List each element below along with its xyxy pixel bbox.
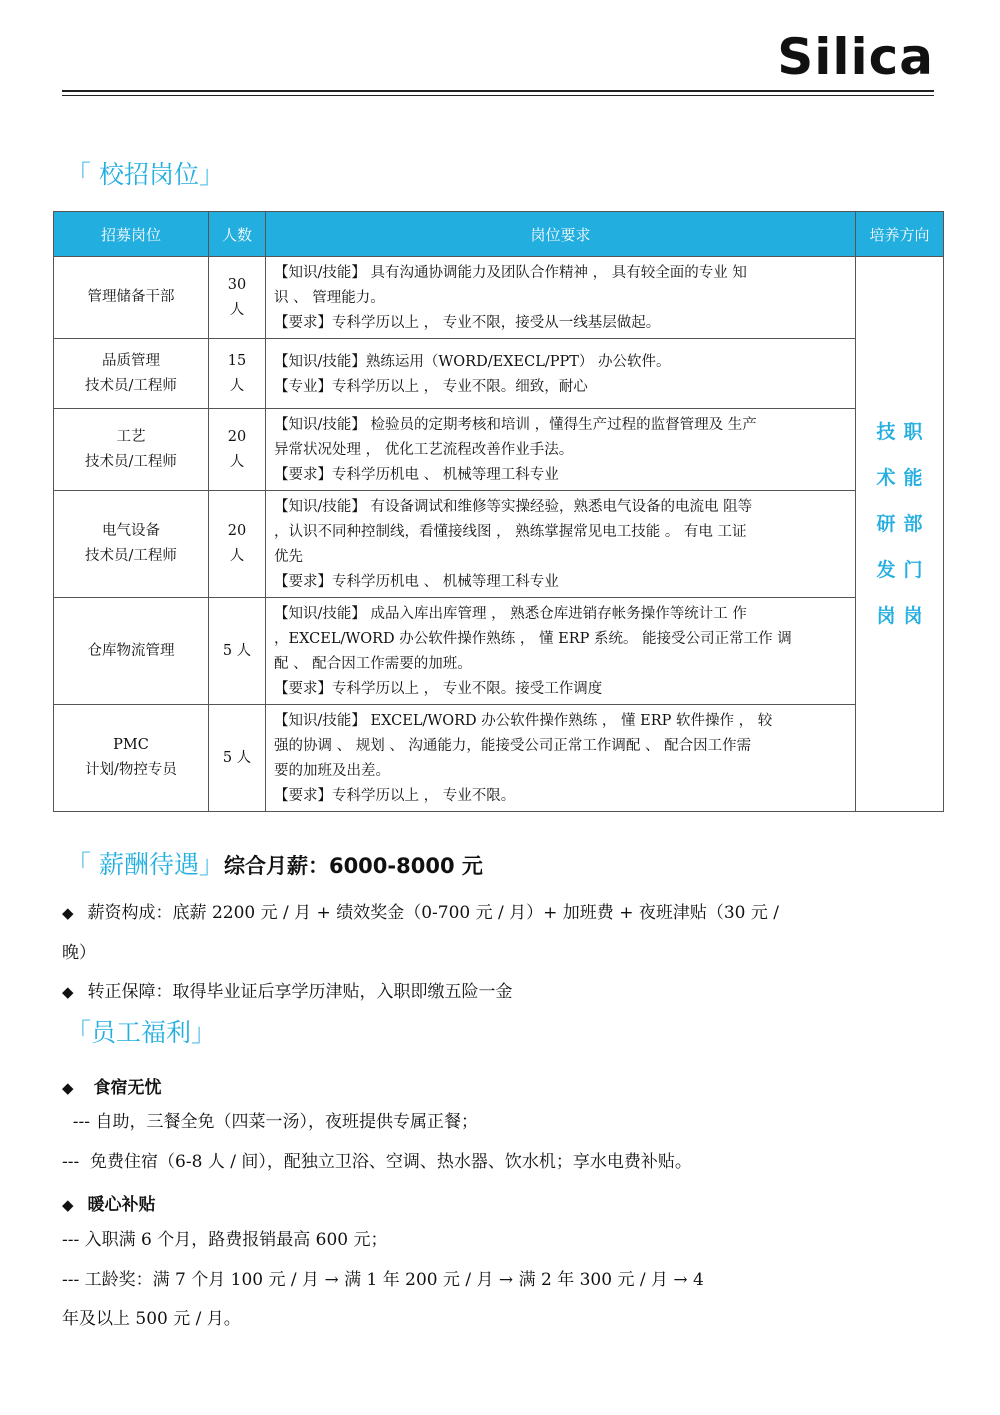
benefit-subsidy-line-1: --- 入职满 6 个月，路费报销最高 600 元； [62, 1230, 388, 1250]
position-name: 仓库物流管理 [87, 642, 175, 659]
benefit-subsidy-line-2: --- 工龄奖：满 7 个月 100 元 / 月 → 满 1 年 200 元 / 月 → 满 2 年 300 元 / 月 → 4 [62, 1270, 704, 1290]
table-row [54, 257, 944, 339]
direction-char: 职 [903, 421, 923, 443]
header-requirements: 岗位要求 [266, 212, 856, 257]
salary-title: 「 薪酬待遇」 [66, 850, 224, 879]
table-row [54, 339, 944, 409]
company-logo: Silica [777, 28, 934, 86]
jobs-table [53, 211, 944, 812]
requirements-cell [266, 491, 856, 598]
position-cell [54, 705, 209, 812]
requirements-cell [266, 705, 856, 812]
header-count: 人数 [209, 212, 266, 257]
position-name: 工艺 [116, 428, 146, 445]
diamond-bullet-icon: ◆ [62, 904, 74, 922]
requirements-cell [266, 598, 856, 705]
benefit-food-title: 食宿无忧 [93, 1078, 162, 1098]
direction-char: 岗 [903, 605, 923, 627]
benefit-heading-food [62, 1073, 162, 1098]
position-name: 管理储备干部 [87, 289, 175, 305]
requirement-line: 【要求】专科学历机电 、 机械等理工科专业 [274, 574, 559, 590]
headcount: 30 [227, 276, 247, 293]
requirement-line: 【知识/技能】 EXCEL/WORD 办公软件操作熟练 ， 懂 ERP 软件操作 ， 较 [274, 713, 773, 729]
benefit-heading-subsidy [62, 1190, 156, 1215]
position-subtitle: 技术员/工程师 [85, 453, 177, 470]
headcount-unit: 人 [229, 548, 245, 564]
benefit-subsidy-line-3: 年及以上 500 元 / 月。 [62, 1309, 241, 1329]
table-row [54, 491, 944, 598]
requirement-line: 优先 [274, 549, 303, 565]
requirement-line: ，EXCEL/WORD 办公软件操作熟练 ， 懂 ERP 系统。 能接受公司正常工作 调 [274, 631, 792, 647]
header-position: 招募岗位 [54, 212, 209, 257]
benefit-food-line-2: --- 免费住宿（6-8 人 / 间），配独立卫浴、空调、热水器、饮水机；享水电费补贴。 [62, 1152, 692, 1172]
count-cell [209, 598, 266, 705]
count-cell [209, 491, 266, 598]
headcount: 5 人 [222, 642, 252, 659]
benefit-subsidy-title: 暖心补贴 [87, 1195, 156, 1215]
requirement-line: 【专业】专科学历以上 ， 专业不限。细致，耐心 [274, 378, 588, 395]
headcount: 15 [227, 352, 247, 369]
requirements-cell [266, 409, 856, 491]
position-cell [54, 257, 209, 339]
monthly-salary: 综合月薪：6000-8000 元 [223, 854, 483, 878]
position-name: 品质管理 [102, 352, 160, 369]
requirement-line: 识 、 管理能力。 [274, 290, 385, 306]
count-cell [209, 705, 266, 812]
position-subtitle: 计划/物控专员 [85, 762, 177, 778]
direction-char: 术 [876, 467, 896, 489]
position-cell [54, 598, 209, 705]
salary-line-1b: 晚） [62, 943, 96, 963]
requirement-line: 强的协调 、 规划 、 沟通能力，能接受公司正常工作调配 、 配合因工作需 [274, 738, 752, 754]
headcount: 5 人 [222, 749, 252, 766]
requirement-line: 【知识/技能】熟练运用（WORD/EXECL/PPT） 办公软件。 [274, 353, 671, 370]
count-cell [209, 257, 266, 339]
section-title-salary [66, 850, 483, 880]
direction-char: 研 [876, 513, 896, 535]
direction-column [904, 409, 923, 639]
position-subtitle: 技术员/工程师 [85, 377, 177, 394]
requirements-cell [266, 339, 856, 409]
position-name: 电气设备 [102, 523, 160, 539]
requirements-cell [266, 257, 856, 339]
direction-column [876, 409, 895, 639]
position-cell [54, 409, 209, 491]
requirement-line: 【要求】专科学历以上 ， 专业不限。 [274, 788, 516, 804]
position-subtitle: 技术员/工程师 [85, 548, 177, 564]
requirement-line: 【要求】专科学历以上 ， 专业不限，接受从一线基层做起。 [274, 315, 661, 331]
requirement-line: 【知识/技能】 有设备调试和维修等实操经验，熟悉电气设备的电流电 阻等 [274, 499, 753, 515]
requirement-line: 【要求】专科学历机电 、 机械等理工科专业 [274, 467, 559, 483]
header-rule-thin [62, 95, 934, 96]
position-name: PMC [113, 737, 149, 753]
direction-char: 发 [876, 559, 896, 581]
requirement-line: 【知识/技能】 检验员的定期考核和培训 ，懂得生产过程的监督管理及 生产 [274, 417, 757, 433]
diamond-bullet-icon: ◆ [62, 983, 74, 1001]
direction-char: 部 [903, 513, 923, 535]
headcount: 20 [227, 523, 247, 539]
requirement-line: 配 、 配合因工作需要的加班。 [274, 656, 472, 672]
headcount-unit: 人 [229, 453, 245, 470]
count-cell [209, 409, 266, 491]
requirement-line: 【要求】专科学历以上 ， 专业不限。接受工作调度 [274, 681, 603, 697]
requirement-line: 【知识/技能】 成品入库出库管理 ， 熟悉仓库进销存帐务操作等统计工 作 [274, 606, 747, 622]
headcount-unit: 人 [229, 301, 245, 318]
benefit-food-line-1: --- 自助，三餐全免（四菜一汤），夜班提供专属正餐； [62, 1112, 478, 1132]
section-title-benefits: 「员工福利」 [66, 1018, 217, 1047]
regularization-guarantee: 转正保障：取得毕业证后享学历津贴，入职即缴五险一金 [87, 982, 513, 1002]
table-row [54, 409, 944, 491]
position-cell [54, 491, 209, 598]
section-title-recruit: 「 校招岗位」 [66, 160, 224, 189]
requirement-line: ，认识不同种控制线，看懂接线图 ， 熟练掌握常见电工技能 。 有电 工证 [274, 524, 747, 540]
requirement-line: 异常状况处理 ， 优化工艺流程改善作业手法。 [274, 442, 574, 458]
salary-structure: 薪资构成：底薪 2200 元 / 月 + 绩效奖金（0-700 元 / 月）+ 加班费 + 夜班津贴（30 元 / [87, 903, 780, 923]
header-direction: 培养方向 [856, 212, 944, 257]
diamond-bullet-icon: ◆ [62, 1196, 74, 1214]
table-header-row [54, 212, 944, 257]
direction-char: 技 [876, 421, 896, 443]
requirement-line: 【知识/技能】 具有沟通协调能力及团队合作精神 ， 具有较全面的专业 知 [274, 265, 747, 281]
position-cell [54, 339, 209, 409]
count-cell [209, 339, 266, 409]
salary-line-1 [62, 894, 779, 932]
table-row [54, 598, 944, 705]
requirement-line: 要的加班及出差。 [274, 763, 390, 779]
table-row [54, 705, 944, 812]
direction-cell [856, 257, 944, 812]
direction-char: 岗 [876, 605, 896, 627]
diamond-bullet-icon: ◆ [62, 1079, 74, 1097]
direction-char: 能 [903, 467, 923, 489]
salary-line-2 [62, 973, 513, 1011]
headcount: 20 [227, 428, 247, 445]
headcount-unit: 人 [229, 377, 245, 394]
direction-char: 门 [903, 559, 923, 581]
header-rule [62, 90, 934, 92]
